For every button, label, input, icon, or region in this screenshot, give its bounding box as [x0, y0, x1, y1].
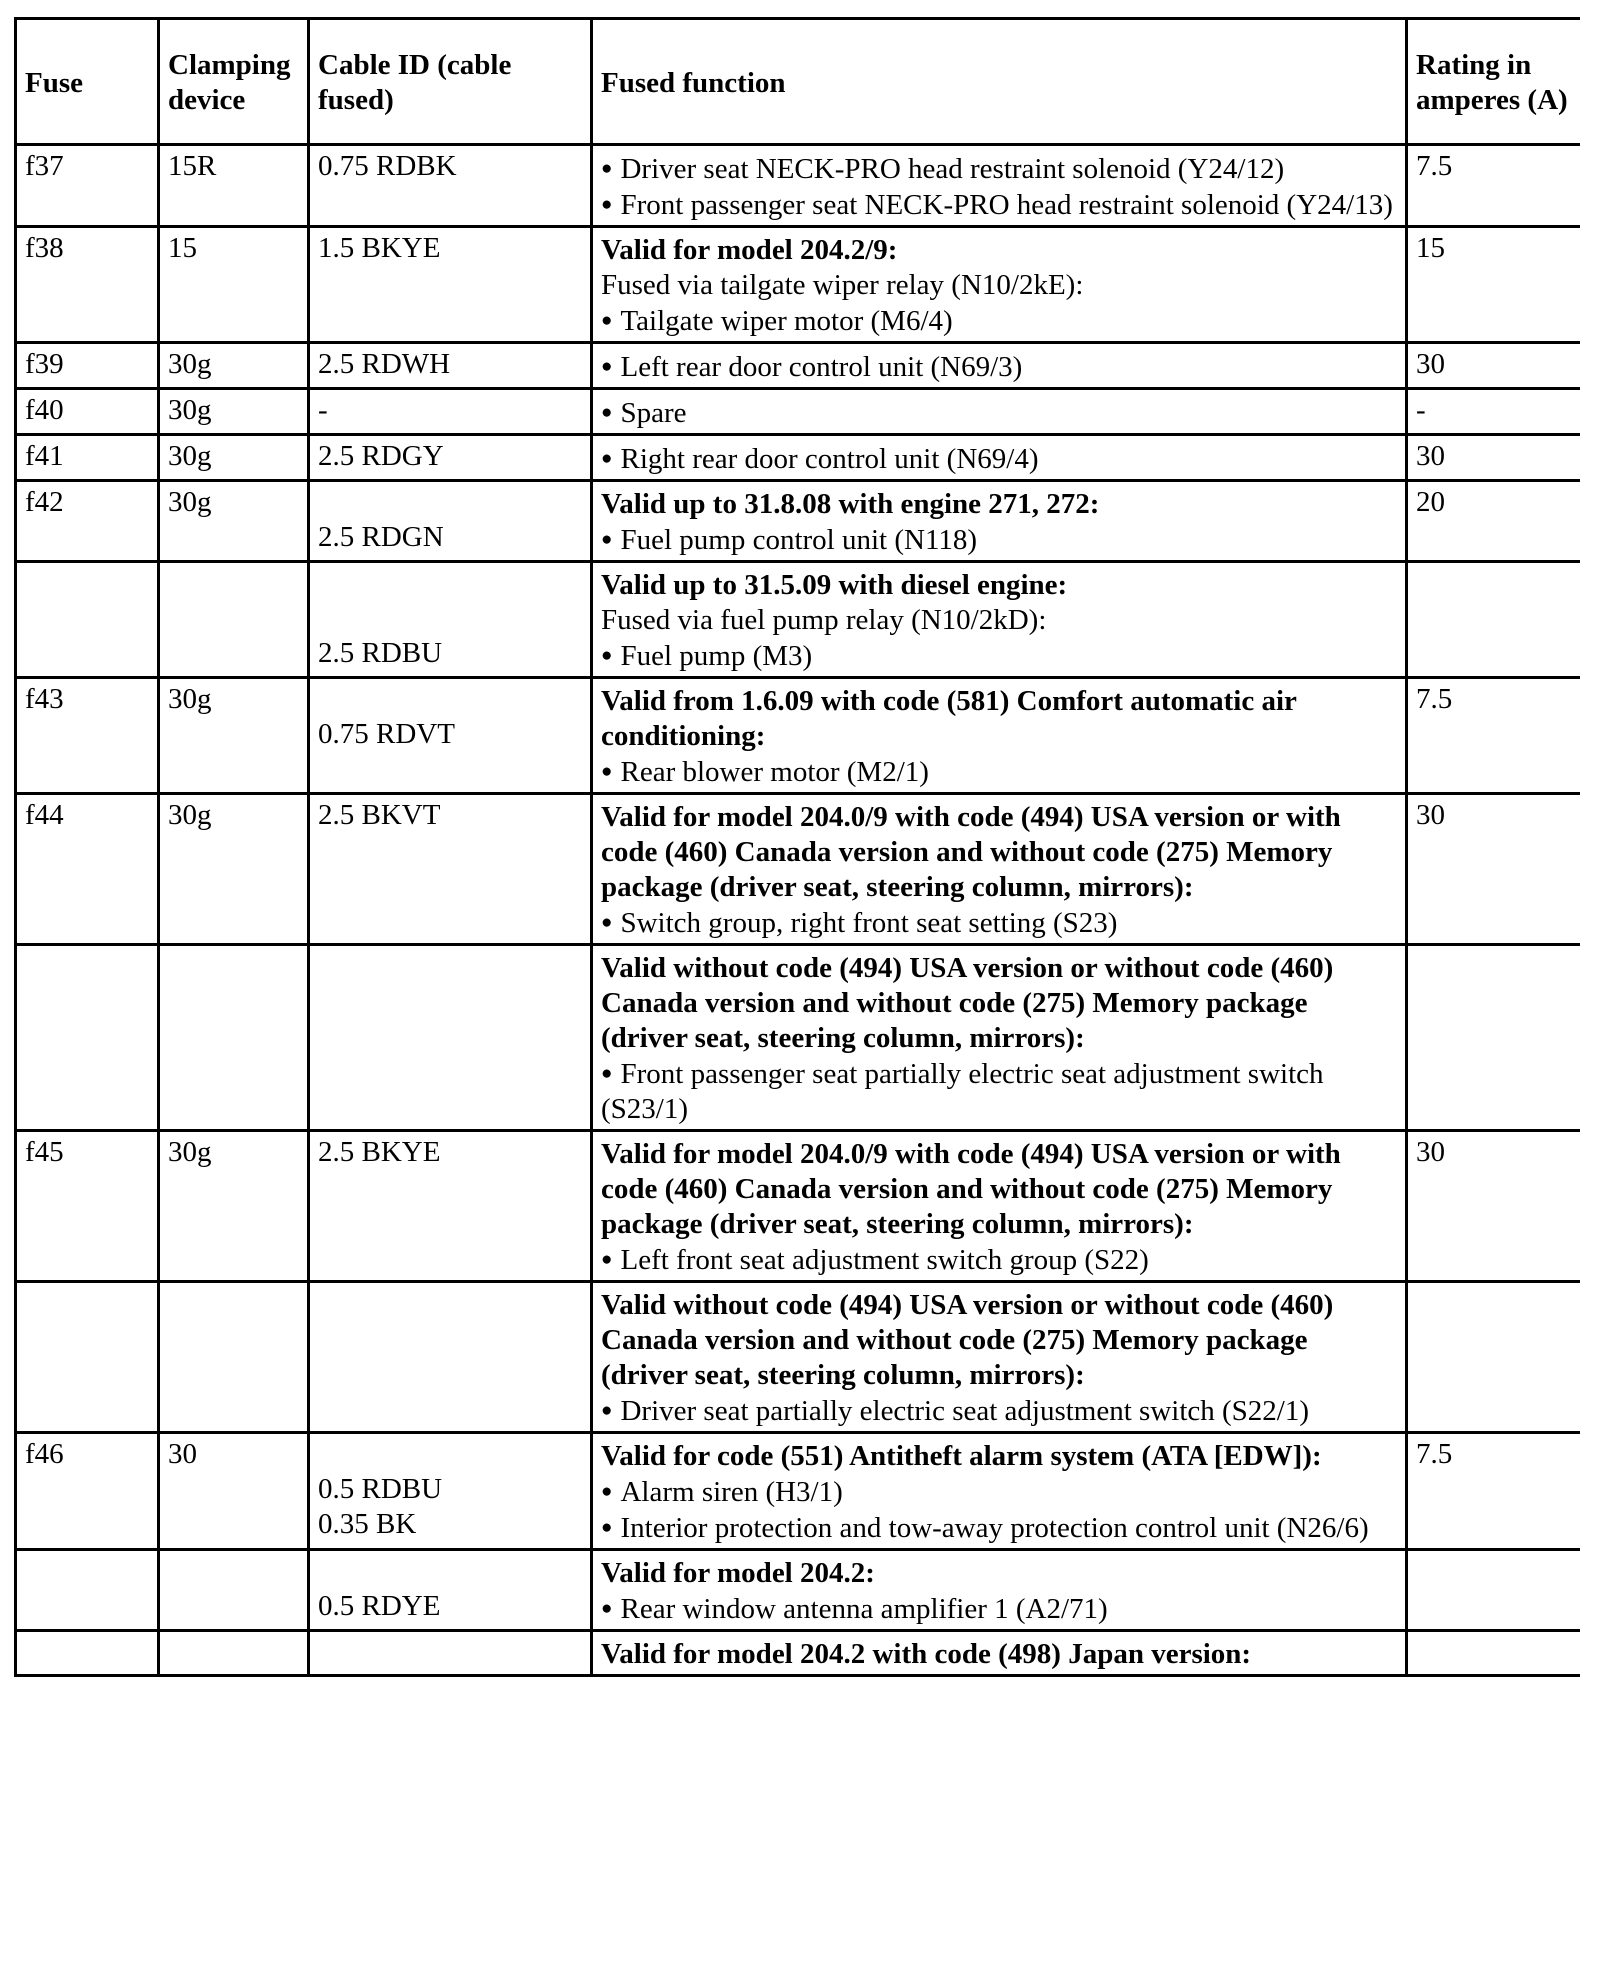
function-item: ● Switch group, right front seat setting (S23) — [601, 905, 1397, 941]
cable-id-cell — [309, 1433, 592, 1550]
rating-cell: 7.5 — [1407, 145, 1581, 227]
function-item: ● Fuel pump (M3) — [601, 638, 1397, 674]
cable-id-cell — [309, 1282, 592, 1433]
function-condition: Valid for model 204.0/9 with code (494) USA version or with code (460) Canada version and without code (275) Memory package (driver seat, steering column, mirrors): — [601, 801, 1341, 903]
fused-function-cell — [592, 1433, 1407, 1550]
fuse-cell: f40 — [16, 389, 159, 435]
function-item: ● Tailgate wiper motor (M6/4) — [601, 303, 1397, 339]
fused-function-cell — [592, 945, 1407, 1131]
header-cable-id: Cable ID (cable fused) — [309, 19, 592, 145]
fused-function-cell — [592, 343, 1407, 389]
function-condition: Valid without code (494) USA version or without code (460) Canada version and without code (275) Memory package (driver seat, steering column, mirrors): — [601, 1289, 1334, 1391]
clamping-device-cell: 30g — [159, 1131, 309, 1282]
rating-cell: 30 — [1407, 1131, 1581, 1282]
fused-function-cell — [592, 678, 1407, 794]
fused-function-cell — [592, 481, 1407, 562]
fuse-cell — [16, 1550, 159, 1631]
clamping-device-cell — [159, 1282, 309, 1433]
cable-spacer — [318, 485, 582, 520]
clamping-device-cell: 30g — [159, 794, 309, 945]
fuse-cell: f39 — [16, 343, 159, 389]
function-item: Fused via tailgate wiper relay (N10/2kE): — [601, 269, 1084, 301]
rating-cell — [1407, 562, 1581, 678]
cable-id-cell — [309, 1131, 592, 1282]
fuse-cell: f41 — [16, 435, 159, 481]
function-item: ● Left rear door control unit (N69/3) — [601, 349, 1397, 385]
clamping-device-cell — [159, 1550, 309, 1631]
cable-id: 2.5 RDGN — [318, 521, 444, 553]
table-row — [16, 435, 1581, 481]
fuse-table — [14, 17, 1580, 1677]
rating-cell — [1407, 1631, 1581, 1676]
function-condition: Valid for model 204.2 with code (498) Japan version: — [601, 1638, 1252, 1670]
cable-id: 1.5 BKYE — [318, 232, 441, 264]
rating-cell: 30 — [1407, 343, 1581, 389]
table-row — [16, 227, 1581, 343]
clamping-device-cell — [159, 1631, 309, 1676]
cable-id-cell — [309, 435, 592, 481]
rating-cell: 7.5 — [1407, 678, 1581, 794]
function-item: ● Right rear door control unit (N69/4) — [601, 441, 1397, 477]
cable-id-cell — [309, 481, 592, 562]
cable-id: - — [318, 394, 328, 426]
function-item: ● Interior protection and tow-away protection control unit (N26/6) — [601, 1510, 1397, 1546]
function-item: ● Rear window antenna amplifier 1 (A2/71) — [601, 1591, 1397, 1627]
rating-cell — [1407, 1282, 1581, 1433]
cable-spacer — [318, 1554, 582, 1589]
cable-spacer — [318, 601, 582, 636]
rating-cell: - — [1407, 389, 1581, 435]
rating-cell: 7.5 — [1407, 1433, 1581, 1550]
table-row — [16, 945, 1581, 1131]
function-item: ● Fuel pump control unit (N118) — [601, 522, 1397, 558]
header-fused-function: Fused function — [592, 19, 1407, 145]
fused-function-cell — [592, 1631, 1407, 1676]
cable-id: 2.5 BKVT — [318, 799, 441, 831]
table-row — [16, 1433, 1581, 1550]
cable-id: 0.75 RDVT — [318, 718, 455, 750]
table-row — [16, 145, 1581, 227]
fused-function-cell — [592, 794, 1407, 945]
table-row — [16, 562, 1581, 678]
fuse-cell: f46 — [16, 1433, 159, 1550]
document-page — [14, 17, 1580, 1966]
rating-cell — [1407, 945, 1581, 1131]
function-condition: Valid for model 204.2/9: — [601, 234, 898, 266]
fuse-cell — [16, 945, 159, 1131]
table-row — [16, 1550, 1581, 1631]
header-clamping-device: Clamping device — [159, 19, 309, 145]
clamping-device-cell: 30g — [159, 435, 309, 481]
rating-cell: 30 — [1407, 794, 1581, 945]
fuse-cell — [16, 562, 159, 678]
cable-id: 2.5 BKYE — [318, 1136, 441, 1168]
function-condition: Valid up to 31.8.08 with engine 271, 272: — [601, 488, 1100, 520]
cable-spacer — [318, 566, 582, 601]
clamping-device-cell: 30g — [159, 389, 309, 435]
fuse-cell: f38 — [16, 227, 159, 343]
fused-function-cell — [592, 435, 1407, 481]
fuse-cell: f37 — [16, 145, 159, 227]
clamping-device-cell — [159, 945, 309, 1131]
rating-cell: 30 — [1407, 435, 1581, 481]
rating-cell — [1407, 1550, 1581, 1631]
header-rating: Rating in amperes (A) — [1407, 19, 1581, 145]
table-row — [16, 678, 1581, 794]
function-item: ● Driver seat NECK-PRO head restraint solenoid (Y24/12) — [601, 151, 1397, 187]
cable-id: 2.5 RDGY — [318, 440, 444, 472]
fused-function-cell — [592, 1550, 1407, 1631]
table-row — [16, 794, 1581, 945]
cable-spacer — [318, 1437, 582, 1472]
table-row — [16, 389, 1581, 435]
fused-function-cell — [592, 562, 1407, 678]
function-item: ● Spare — [601, 395, 1397, 431]
cable-id-cell — [309, 1550, 592, 1631]
clamping-device-cell — [159, 562, 309, 678]
function-condition: Valid from 1.6.09 with code (581) Comfort automatic air conditioning: — [601, 685, 1297, 752]
fused-function-cell — [592, 145, 1407, 227]
fuse-cell: f42 — [16, 481, 159, 562]
fuse-cell: f44 — [16, 794, 159, 945]
cable-id-cell — [309, 145, 592, 227]
cable-id-cell — [309, 678, 592, 794]
table-row — [16, 481, 1581, 562]
clamping-device-cell: 30g — [159, 481, 309, 562]
fused-function-cell — [592, 1131, 1407, 1282]
clamping-device-cell: 30g — [159, 343, 309, 389]
function-condition: Valid for code (551) Antitheft alarm system (ATA [EDW]): — [601, 1440, 1322, 1472]
cable-id-cell — [309, 227, 592, 343]
rating-cell: 20 — [1407, 481, 1581, 562]
cable-id-cell — [309, 389, 592, 435]
cable-id-cell — [309, 945, 592, 1131]
clamping-device-cell: 15 — [159, 227, 309, 343]
clamping-device-cell: 30g — [159, 678, 309, 794]
fuse-cell: f45 — [16, 1131, 159, 1282]
cable-id: 2.5 RDWH — [318, 348, 451, 380]
function-item: Fused via fuel pump relay (N10/2kD): — [601, 604, 1047, 636]
function-item: ● Driver seat partially electric seat adjustment switch (S22/1) — [601, 1393, 1397, 1429]
cable-id-cell — [309, 343, 592, 389]
table-row — [16, 1631, 1581, 1676]
header-row — [16, 19, 1581, 145]
cable-id: 2.5 RDBU — [318, 637, 443, 669]
fuse-cell: f43 — [16, 678, 159, 794]
function-condition: Valid without code (494) USA version or without code (460) Canada version and without code (275) Memory package (driver seat, steering column, mirrors): — [601, 952, 1334, 1054]
cable-id: 0.5 RDBU — [318, 1473, 443, 1505]
fuse-cell — [16, 1631, 159, 1676]
rating-cell: 15 — [1407, 227, 1581, 343]
table-row — [16, 1131, 1581, 1282]
cable-id-cell — [309, 1631, 592, 1676]
cable-id-cell — [309, 794, 592, 945]
clamping-device-cell: 30 — [159, 1433, 309, 1550]
function-condition: Valid for model 204.2: — [601, 1557, 875, 1589]
cable-id: 0.35 BK — [318, 1508, 417, 1540]
function-item: ● Front passenger seat partially electric seat adjustment switch (S23/1) — [601, 1056, 1397, 1127]
fused-function-cell — [592, 389, 1407, 435]
cable-id: 0.5 RDYE — [318, 1590, 441, 1622]
header-fuse: Fuse — [16, 19, 159, 145]
fuse-cell — [16, 1282, 159, 1433]
function-condition: Valid for model 204.0/9 with code (494) USA version or with code (460) Canada version and without code (275) Memory package (driver seat, steering column, mirrors): — [601, 1138, 1341, 1240]
function-item: ● Left front seat adjustment switch group (S22) — [601, 1242, 1397, 1278]
cable-id-cell — [309, 562, 592, 678]
fuse-table-body — [16, 145, 1581, 1676]
fused-function-cell — [592, 227, 1407, 343]
table-row — [16, 1282, 1581, 1433]
function-item: ● Alarm siren (H3/1) — [601, 1474, 1397, 1510]
function-item: ● Rear blower motor (M2/1) — [601, 754, 1397, 790]
fused-function-cell — [592, 1282, 1407, 1433]
function-item: ● Front passenger seat NECK-PRO head restraint solenoid (Y24/13) — [601, 187, 1397, 223]
cable-spacer — [318, 682, 582, 717]
clamping-device-cell: 15R — [159, 145, 309, 227]
table-row — [16, 343, 1581, 389]
function-condition: Valid up to 31.5.09 with diesel engine: — [601, 569, 1068, 601]
cable-id: 0.75 RDBK — [318, 150, 457, 182]
